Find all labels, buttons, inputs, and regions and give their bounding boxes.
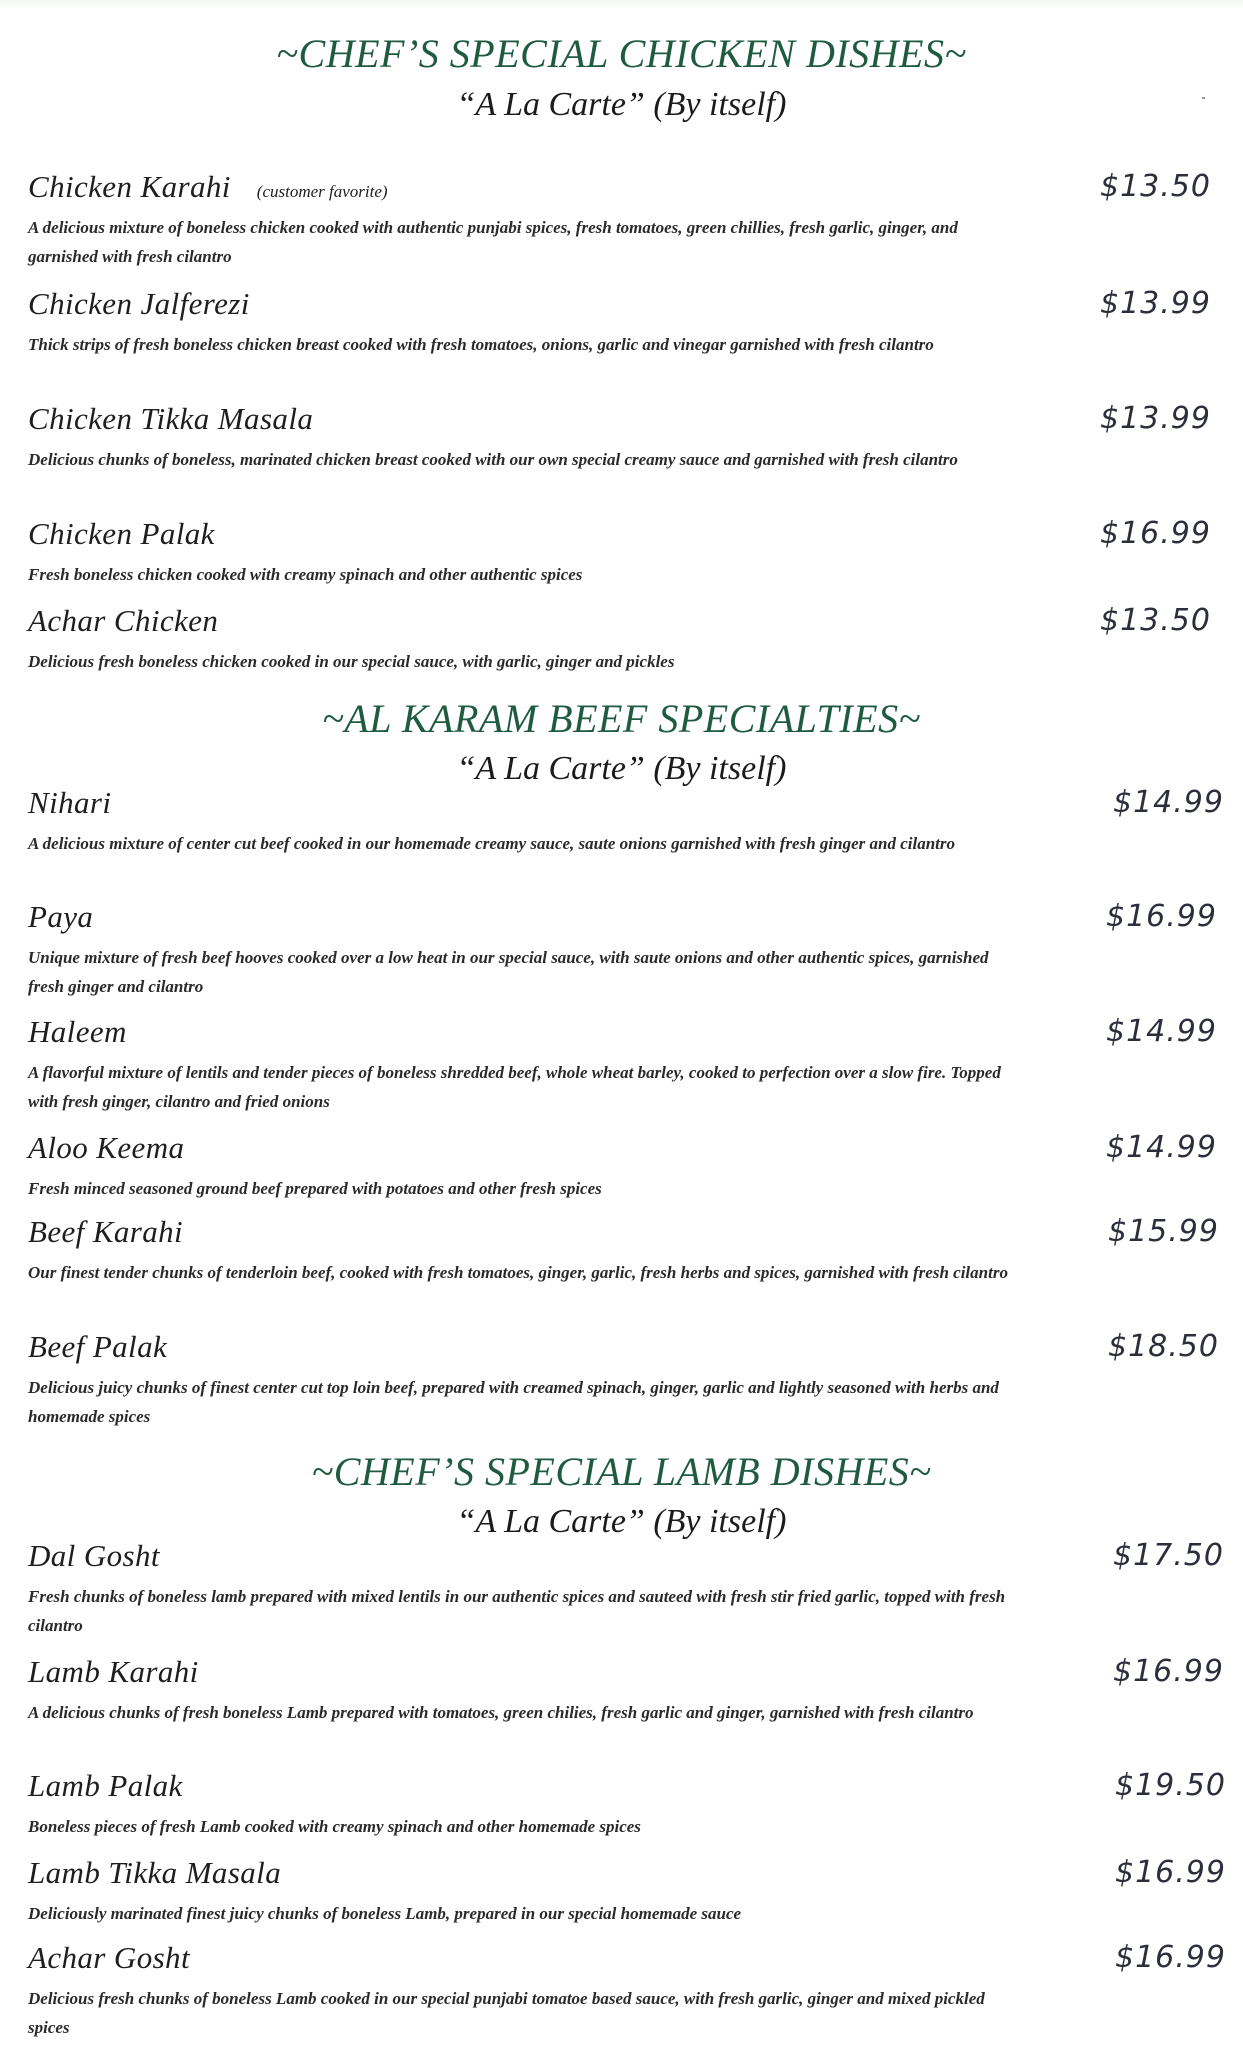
item-description: Unique mixture of fresh beef hooves cooked over a low heat in our special sauce, with saute onions and other authentic spices, garnished fresh ginger and cilantro (28, 948, 989, 996)
item-name: Aloo Keema (28, 1130, 185, 1165)
item-name: Chicken Jalferezi (28, 286, 250, 321)
top-edge-strip (0, 0, 1243, 10)
item-description: Fresh minced seasoned ground beef prepared with potatoes and other fresh spices (28, 1179, 602, 1198)
item-description: Delicious fresh chunks of boneless Lamb cooked in our special punjabi tomatoe based sauce, with fresh garlic, ginger and mixed pickled spices (28, 1989, 985, 2037)
item-name: Dal Gosht (28, 1538, 160, 1573)
item-price: $13.99 (1100, 401, 1211, 436)
item-name: Achar Chicken (28, 603, 219, 638)
item-description: Delicious juicy chunks of finest center cut top loin beef, prepared with creamed spinach, ginger, garlic and lightly seasoned with herbs and homemade spices (28, 1378, 999, 1426)
item-description: Boneless pieces of fresh Lamb cooked with creamy spinach and other homemade spices (28, 1817, 641, 1836)
item-name: Lamb Palak (28, 1768, 183, 1803)
item-name: Beef Karahi (28, 1214, 184, 1249)
item-price: $17.50 (1113, 1538, 1224, 1573)
section-title-beef: ~AL KARAM BEEF SPECIALTIES~ (322, 696, 921, 741)
item-description: A delicious mixture of center cut beef cooked in our homemade creamy sauce, saute onions garnished with fresh ginger and cilantro (28, 834, 956, 853)
item-name: Nihari (28, 785, 112, 820)
item-name: Lamb Tikka Masala (28, 1855, 282, 1890)
item-description: A delicious mixture of boneless chicken cooked with authentic punjabi spices, fresh tomatoes, green chillies, fresh garlic, ginger, and garnished with fresh cilantro (28, 218, 958, 266)
section-title-chicken: ~CHEF’S SPECIAL CHICKEN DISHES~ (276, 31, 967, 76)
item-name: Lamb Karahi (28, 1654, 199, 1689)
item-price: $19.50 (1115, 1768, 1226, 1803)
item-price: $16.99 (1113, 1654, 1224, 1689)
item-name: Chicken Tikka Masala (28, 401, 314, 436)
item-price: $13.99 (1100, 286, 1211, 321)
item-name: Chicken Karahi (28, 169, 231, 204)
item-note: (customer favorite) (256, 182, 388, 201)
item-price: $13.50 (1100, 169, 1211, 204)
section-title-lamb: ~CHEF’S SPECIAL LAMB DISHES~ (311, 1449, 932, 1494)
item-description: A delicious chunks of fresh boneless Lamb prepared with tomatoes, green chilies, fresh garlic and ginger, garnished with fresh cilantro (28, 1703, 974, 1722)
item-price: $16.99 (1100, 516, 1211, 551)
item-description: Delicious chunks of boneless, marinated chicken breast cooked with our own special creamy sauce and garnished with fresh cilantro (28, 450, 958, 469)
item-price: $14.99 (1106, 1014, 1217, 1049)
item-description: Fresh boneless chicken cooked with creamy spinach and other authentic spices (28, 565, 583, 584)
item-price: $16.99 (1115, 1855, 1226, 1890)
item-description: Delicious fresh boneless chicken cooked in our special sauce, with garlic, ginger and pickles (28, 652, 675, 671)
item-name: Chicken Palak (28, 516, 215, 551)
item-price: $16.99 (1115, 1940, 1226, 1975)
item-description: Fresh chunks of boneless lamb prepared with mixed lentils in our authentic spices and sauteed with fresh stir fried garlic, topped with fresh cilantro (28, 1587, 1006, 1635)
item-price: $14.99 (1113, 785, 1224, 820)
item-price: $14.99 (1106, 1130, 1217, 1165)
item-price: $18.50 (1108, 1329, 1219, 1364)
section-subtitle-lamb: “A La Carte” (By itself) (456, 1503, 787, 1540)
item-name: Beef Palak (28, 1329, 168, 1364)
item-price: $13.50 (1100, 603, 1211, 638)
item-description: Our finest tender chunks of tenderloin beef, cooked with fresh tomatoes, ginger, garlic, fresh herbs and spices, garnished with fresh cilantro (28, 1263, 1008, 1282)
item-name: Haleem (28, 1014, 127, 1049)
item-description: Thick strips of fresh boneless chicken breast cooked with fresh tomatoes, onions, garlic and vinegar garnished with fresh cilantro (28, 335, 934, 354)
item-name: Paya (28, 899, 94, 934)
section-subtitle-beef: “A La Carte” (By itself) (456, 750, 787, 787)
section-subtitle-chicken: “A La Carte” (By itself) (456, 86, 787, 123)
item-price: $16.99 (1106, 899, 1217, 934)
item-price: $15.99 (1108, 1214, 1219, 1249)
item-description: Deliciously marinated finest juicy chunks of boneless Lamb, prepared in our special homemade sauce (28, 1904, 742, 1923)
item-name: Achar Gosht (28, 1940, 190, 1975)
item-description: A flavorful mixture of lentils and tender pieces of boneless shredded beef, whole wheat barley, cooked to perfection over a slow fire. Topped with fresh ginger, cilantro and fried onions (28, 1063, 1001, 1111)
